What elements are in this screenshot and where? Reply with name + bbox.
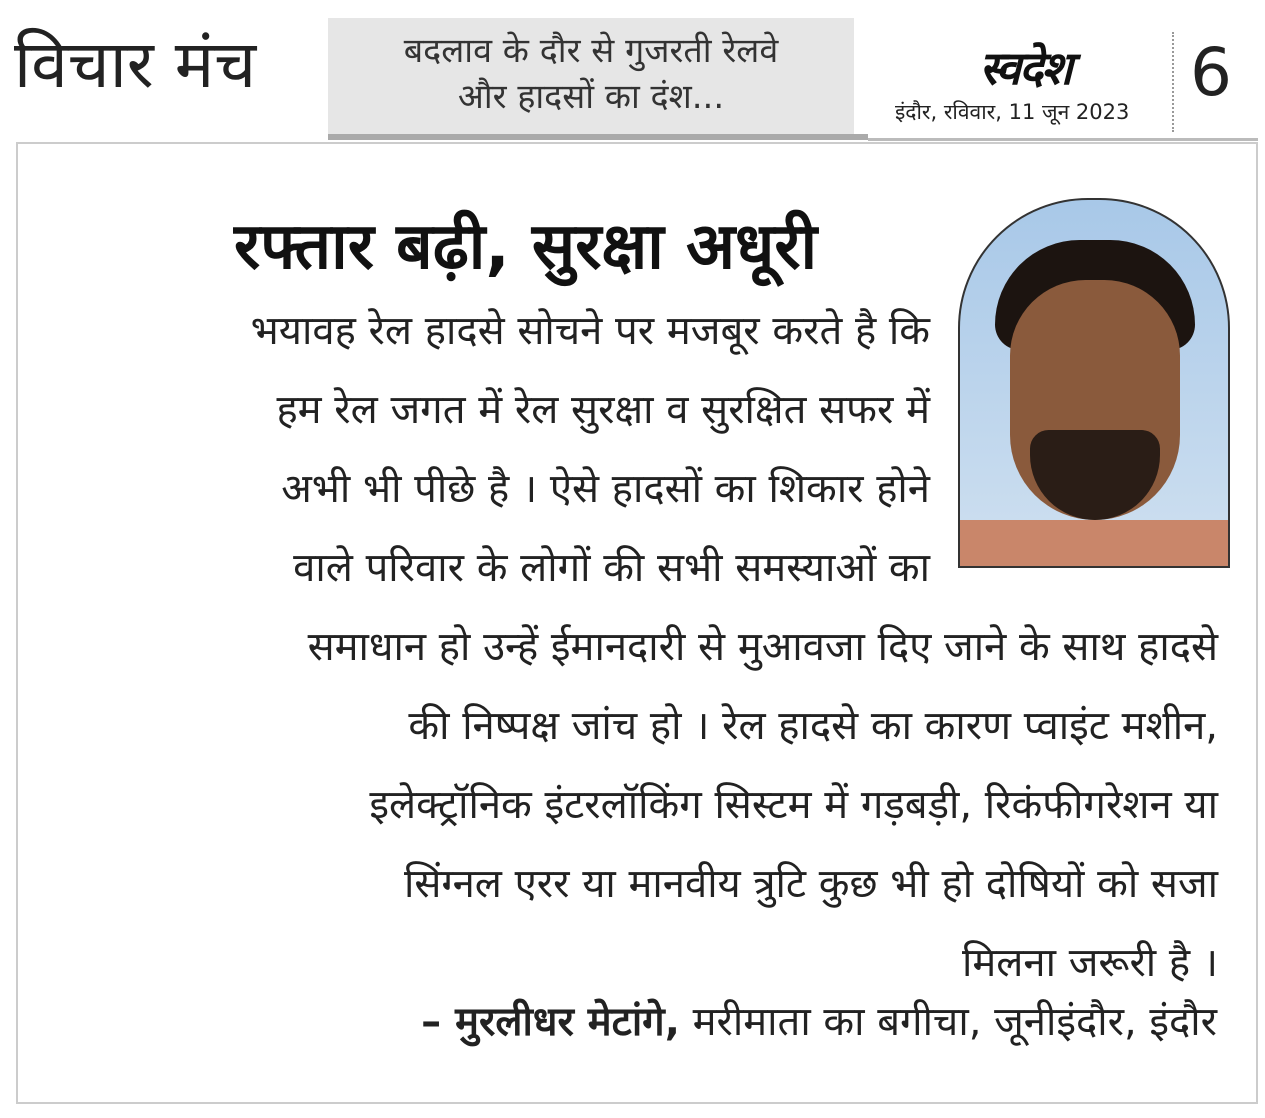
- section-title: विचार मंच: [14, 26, 257, 103]
- article-body-narrow: [40, 292, 930, 608]
- divider: [1172, 32, 1174, 132]
- author-photo: [958, 198, 1230, 568]
- body-line: मिलना जरूरी है ।: [962, 940, 1218, 986]
- body-line: अभी भी पीछे है । ऐसे हादसों का शिकार होने: [281, 466, 930, 512]
- body-line: सिंग्नल एरर या मानवीय त्रुटि कुछ भी हो दोषियों को सजा: [403, 861, 1218, 907]
- author-signature: [421, 992, 1217, 1047]
- page-number: 6: [1190, 34, 1232, 111]
- author-name: – मुरलीधर मेटांगे,: [421, 999, 680, 1045]
- body-line: हम रेल जगत में रेल सुरक्षा व सुरक्षित सफर में: [276, 387, 930, 433]
- teaser-line: और हादसों का दंश...: [457, 77, 725, 117]
- header-rule: [868, 138, 1258, 141]
- teaser-box: [328, 18, 854, 136]
- author-address: मरीमाता का बगीचा, जूनीइंदौर, इंदौर: [692, 999, 1217, 1045]
- body-line: समाधान हो उन्हें ईमानदारी से मुआवजा दिए जाने के साथ हादसे: [307, 624, 1218, 670]
- headline: रफ्तार बढ़ी, सुरक्षा अधूरी: [234, 210, 818, 284]
- body-line: भयावह रेल हादसे सोचने पर मजबूर करते है कि: [250, 308, 930, 354]
- dateline: इंदौर, रविवार, 11 जून 2023: [895, 100, 1130, 124]
- teaser-line: बदलाव के दौर से गुजरती रेलवे: [403, 31, 779, 71]
- newspaper-logo: स्वदेश: [979, 41, 1071, 95]
- body-line: की निष्पक्ष जांच हो । रेल हादसे का कारण प्वाइंट मशीन,: [408, 703, 1218, 749]
- teaser-underline: [328, 134, 868, 140]
- body-line: वाले परिवार के लोगों की सभी समस्याओं का: [293, 545, 930, 591]
- body-line: इलेक्ट्रॉनिक इंटरलॉकिंग सिस्टम में गड़बड़ी, रिकंफीगरेशन या: [369, 782, 1218, 828]
- article-body-wide: [40, 608, 1218, 1003]
